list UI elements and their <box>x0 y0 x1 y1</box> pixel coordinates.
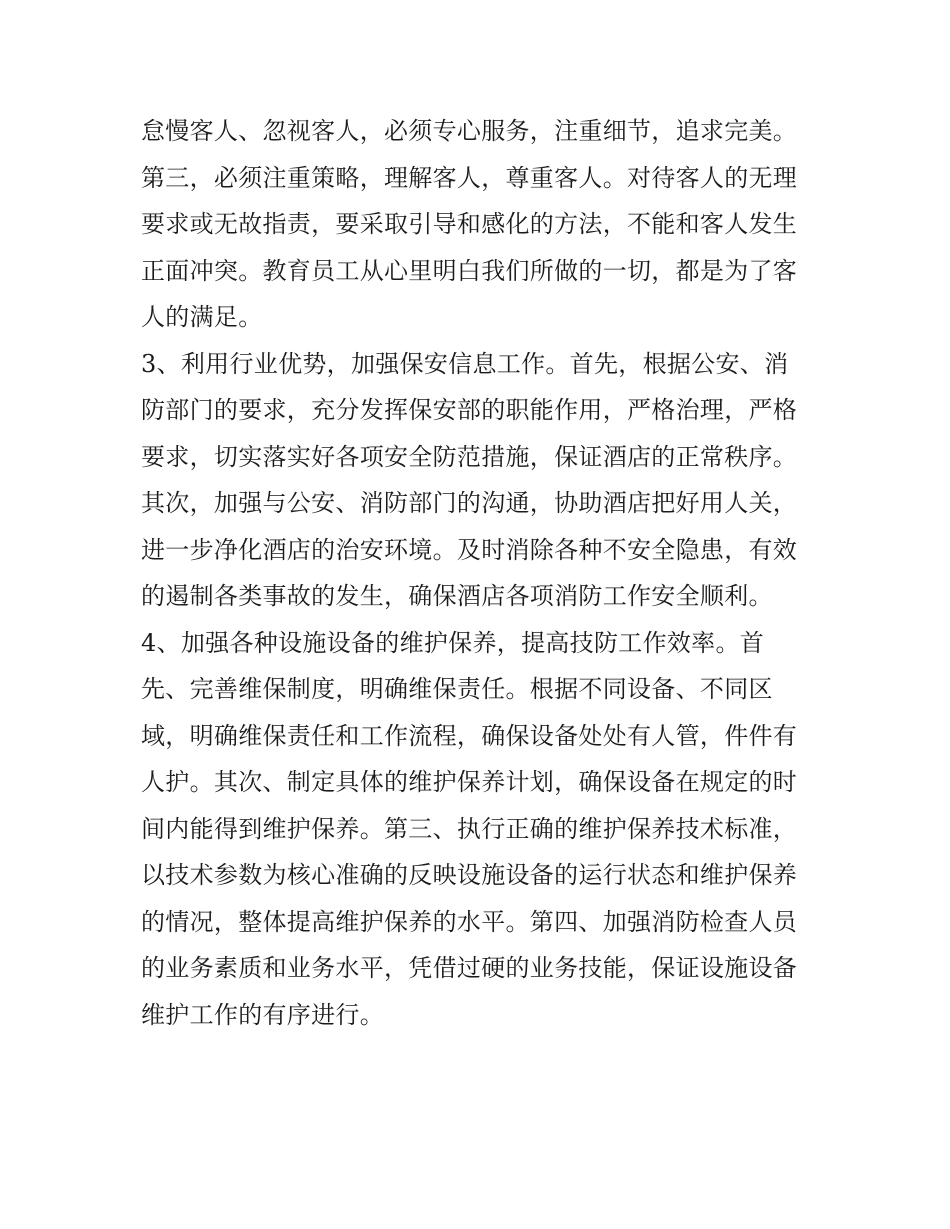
text-line: 域，明确维保责任和工作流程，确保设备处处有人管，件件有 <box>141 721 798 750</box>
text-line: 间内能得到维护保养。第三、执行正确的维护保养技术标准， <box>141 814 798 843</box>
text-line: 正面冲突。教育员工从心里明白我们所做的一切，都是为了客 <box>141 256 798 285</box>
text-line: 3、利用行业优势，加强保安信息工作。首先，根据公安、消 <box>141 349 789 378</box>
text-line: 要求或无故指责，要采取引导和感化的方法，不能和客人发生 <box>141 210 798 238</box>
text-line: 进一步净化酒店的治安环境。及时消除各种不安全隐患，有效 <box>141 535 798 564</box>
text-line: 怠慢客人、忽视客人，必须专心服务，注重细节，追求完美。 <box>141 117 798 145</box>
text-line: 其次，加强与公安、消防部门的沟通，协助酒店把好用人关， <box>141 489 798 517</box>
text-line: 防部门的要求，充分发挥保安部的职能作用，严格治理，严格 <box>141 396 798 424</box>
text-line: 的业务素质和业务水平，凭借过硬的业务技能，保证设施设备 <box>141 954 798 982</box>
body-text <box>141 108 821 1038</box>
text-line: 的遏制各类事故的发生，确保酒店各项消防工作安全顺利。 <box>141 582 773 610</box>
text-line: 先、完善维保制度，明确维保责任。根据不同设备、不同区 <box>141 675 773 703</box>
text-line: 第三，必须注重策略，理解客人，尊重客人。对待客人的无理 <box>141 163 798 192</box>
text-line: 的情况，整体提高维护保养的水平。第四、加强消防检查人员 <box>141 907 798 936</box>
text-line: 以技术参数为核心准确的反映设施设备的运行状态和维护保养 <box>141 861 798 889</box>
text-line: 4、加强各种设施设备的维护保养，提高技防工作效率。首 <box>141 628 765 657</box>
text-line: 要求，切实落实好各项安全防范措施，保证酒店的正常秩序。 <box>141 442 798 471</box>
text-line: 人的满足。 <box>141 303 263 331</box>
text-line: 人护。其次、制定具体的维护保养计划，确保设备在规定的时 <box>141 768 798 796</box>
text-line: 维护工作的有序进行。 <box>141 1000 384 1029</box>
